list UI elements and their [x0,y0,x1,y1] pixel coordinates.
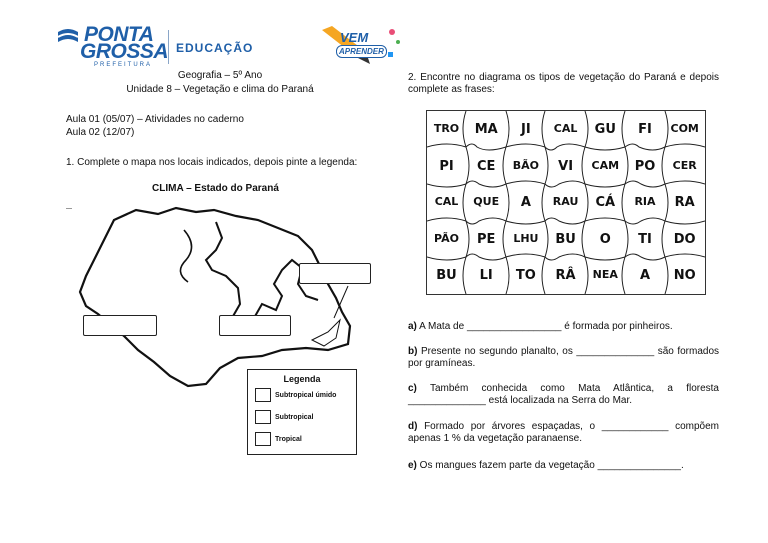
puzzle-cell[interactable]: CAL [434,195,459,209]
map-instruction: 1. Complete o mapa nos locais indicados, depois pinte a legenda: [66,157,358,168]
vem-aprender-badge [318,22,404,68]
legend-swatch-tropical[interactable] [255,432,271,446]
puzzle-cell[interactable]: TO [515,268,536,284]
legend-label-subtropical-umido: Subtropical úmido [275,392,337,399]
question-letter: c) [408,383,417,394]
question-text[interactable]: Presente no segundo planalto, os ______________ são formados por gramíneas. [408,346,719,369]
unit-title: Unidade 8 – Vegetação e clima do Paraná [126,84,314,95]
puzzle-cell[interactable]: LI [479,268,493,284]
puzzle-cell[interactable]: CAM [591,158,620,172]
puzzle-cell[interactable]: TRO [433,122,460,135]
puzzle-cell[interactable]: QUE [473,195,500,209]
legend-label-subtropical: Subtropical [275,414,314,421]
dept-label: EDUCAÇÃO [176,41,254,55]
question-b [408,346,719,370]
map-title: CLIMA – Estado do Paraná [152,183,279,194]
question-d [408,421,719,445]
puzzle-cell[interactable]: GU [594,122,616,137]
puzzle-cell[interactable]: BÃO [512,158,540,172]
puzzle-cell[interactable]: JI [521,122,531,137]
ponta-grossa-logo [58,24,170,70]
question-text[interactable]: Os mangues fazem parte da vegetação _______________. [416,460,684,471]
class1-line: Aula 01 (05/07) – Atividades no caderno [66,114,244,125]
puzzle-cell[interactable]: CE [476,158,496,174]
puzzle-cell[interactable]: DO [673,231,696,247]
puzzle-instruction: 2. Encontre no diagrama os tipos de vegetação do Paraná e depois complete as frases: [408,72,719,95]
puzzle-cell[interactable]: PÃO [434,231,459,245]
puzzle-cell[interactable]: CÁ [595,195,616,211]
puzzle-cell[interactable]: CER [672,158,697,172]
puzzle-cell[interactable]: TI [638,231,652,247]
puzzle-cell[interactable]: LHU [513,231,539,245]
puzzle-cell[interactable]: PI [439,158,454,174]
puzzle-cell[interactable]: O [599,231,611,247]
map-legend [247,369,357,455]
map-label-box-east[interactable] [299,263,371,284]
logo-line2: GROSSA [80,40,169,63]
legend-label-tropical: Tropical [275,436,302,443]
map-label-box-west[interactable] [83,315,157,336]
puzzle-cell[interactable]: BU [436,268,457,284]
question-letter: d) [408,421,418,432]
puzzle-cell[interactable]: NEA [592,268,618,282]
puzzle-cell[interactable]: FI [638,122,652,137]
logo-line1: PONTA [84,23,154,46]
puzzle-cell[interactable]: A [520,195,531,211]
badge-line2: APRENDER [336,45,387,58]
puzzle-cell[interactable]: CAL [553,122,578,135]
class2-line: Aula 02 (12/07) [66,127,135,138]
header-divider [168,30,169,64]
logo-sub: PREFEITURA [94,62,153,68]
question-letter: b) [408,346,418,357]
syllable-puzzle [426,110,706,295]
puzzle-cell[interactable]: A [639,268,651,284]
question-letter: e) [408,460,417,471]
legend-swatch-subtropical-umido[interactable] [255,388,271,402]
puzzle-cell[interactable]: PO [634,158,656,174]
puzzle-cell[interactable]: RA [674,195,695,211]
puzzle-cell[interactable]: RÂ [555,268,576,284]
subject-title: Geografia – 5º Ano [177,70,263,81]
puzzle-cell[interactable]: PE [476,231,496,247]
map-label-box-center[interactable] [219,315,291,336]
puzzle-cell[interactable]: BU [555,231,576,247]
question-text[interactable]: Formado por árvores espaçadas, o ____________ compõem apenas 1 % da vegetação paranaense. [408,421,719,444]
question-c [408,383,719,407]
puzzle-cell[interactable]: VI [558,158,574,174]
flag-icon [56,26,80,50]
legend-swatch-subtropical[interactable] [255,410,271,424]
question-letter: a) [408,321,417,332]
puzzle-cell[interactable]: RIA [634,195,656,209]
question-text[interactable]: A Mata de _________________ é formada por pinheiros. [416,321,673,332]
puzzle-cell[interactable]: NO [673,268,696,284]
badge-line1: VEM [340,30,369,45]
legend-title: Legenda [283,374,321,384]
puzzle-cell[interactable]: MA [474,122,498,137]
question-a [408,321,719,333]
puzzle-cell[interactable]: RAU [552,195,579,209]
puzzle-cell[interactable]: COM [670,122,699,135]
question-e [408,460,719,472]
question-text[interactable]: Também conhecida como Mata Atlântica, a floresta ______________ está localizada na Serra do Mar. [408,383,719,406]
